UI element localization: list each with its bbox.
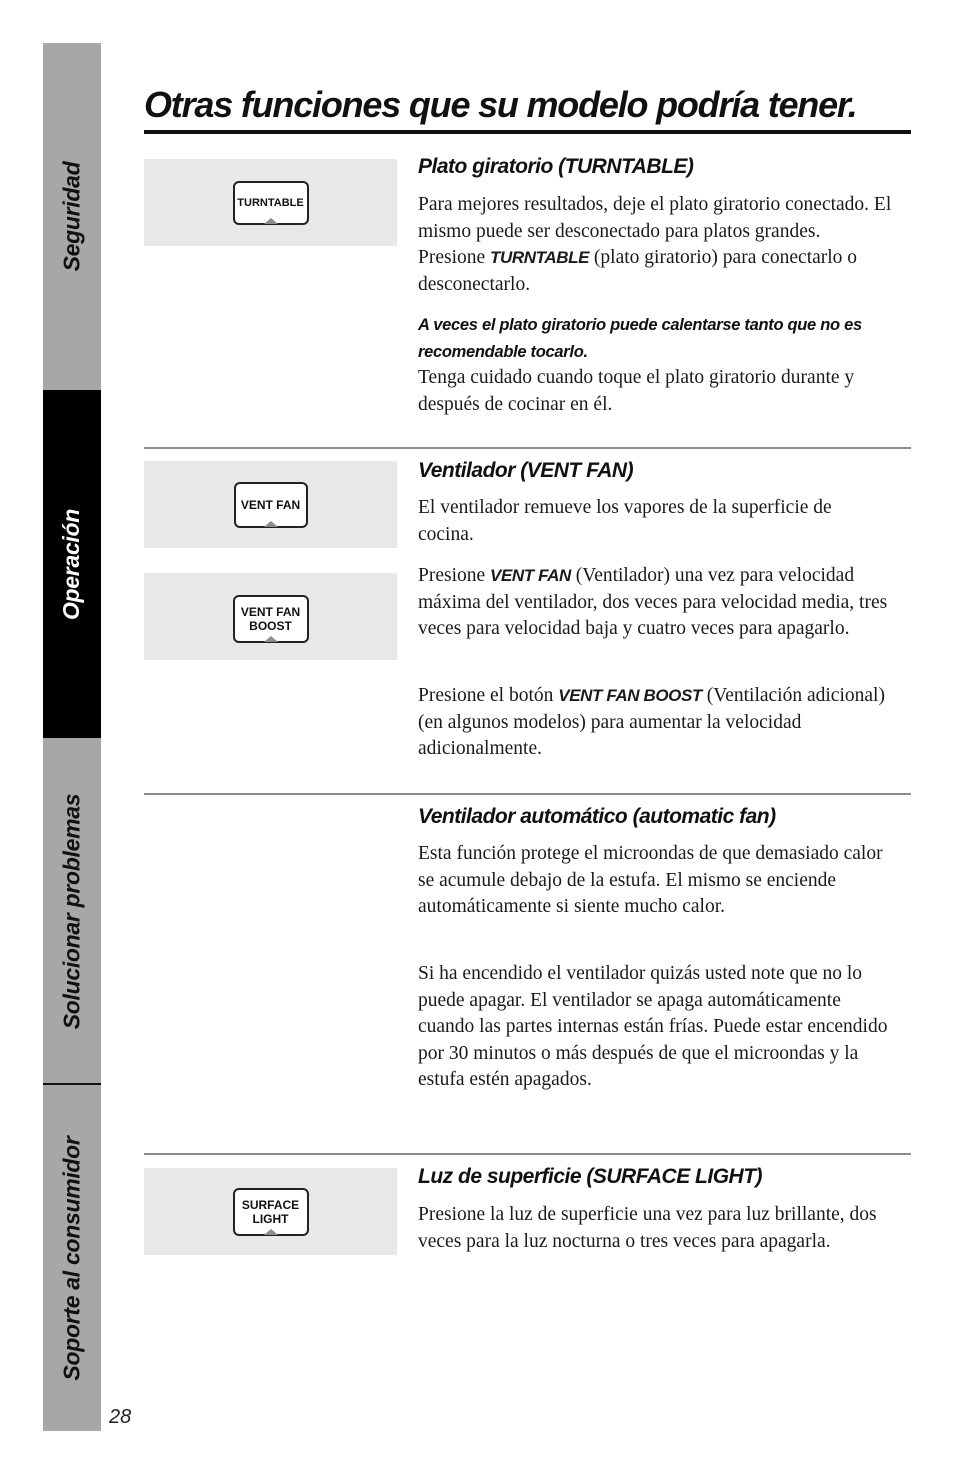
tab-soporte-consumidor[interactable] [43, 1085, 101, 1431]
turntable-button[interactable] [233, 181, 309, 225]
tab-solucionar-problemas[interactable] [43, 738, 101, 1084]
keyword: VENT FAN [490, 566, 571, 585]
auto-fan-heading: Ventilador automático (automatic fan) [418, 805, 776, 828]
tab-label-operacion: Operación [58, 508, 85, 620]
text: (Ventilación adicional) (en algunos modelos) para aumentar la velocidad adicionalmente. [418, 685, 885, 760]
surface-light-button[interactable] [233, 1188, 309, 1236]
vent-fan-panel [144, 461, 397, 548]
caret-icon [264, 218, 278, 224]
turntable-warning: A veces el plato giratorio puede calentarse tanto que no es recomendable tocarlo. [418, 316, 862, 361]
caret-icon [264, 636, 278, 642]
surface-light-heading: Luz de superficie (SURFACE LIGHT) [418, 1165, 763, 1188]
section-divider [144, 1153, 911, 1155]
text: Para mejores resultados, deje el plato giratorio conectado. El mismo puede ser desconectado para platos grandes. Presione [418, 194, 892, 269]
caret-icon [264, 521, 278, 527]
vent-fan-heading: Ventilador (VENT FAN) [418, 459, 634, 482]
tab-seguridad[interactable] [43, 43, 101, 390]
caret-icon [264, 1229, 278, 1235]
keyword: TURNTABLE [490, 248, 590, 268]
vent-fan-boost-line1: VENT FAN [240, 605, 301, 619]
tab-label-seguridad: Seguridad [58, 161, 85, 272]
vent-fan-boost-panel [144, 573, 397, 660]
text: Presione [418, 565, 491, 586]
vent-fan-button-label: VENT FAN [240, 498, 301, 512]
section-divider [144, 447, 911, 449]
keyword: VENT FAN BOOST [558, 686, 702, 705]
vent-fan-boost-button[interactable] [233, 595, 309, 643]
turntable-paragraph [418, 192, 892, 298]
turntable-panel [144, 159, 397, 246]
text: Presione el botón [418, 685, 559, 706]
page-number: 28 [109, 1406, 132, 1428]
surface-light-line1: SURFACE [241, 1198, 300, 1212]
text: (Ventilador) una vez para velocidad máxima del ventilador, dos veces para velocidad media, tres veces para velocidad baja y cuatro veces para apagarlo. [418, 565, 888, 640]
tab-operacion[interactable] [43, 390, 101, 738]
vent-fan-paragraph-2 [418, 563, 892, 643]
vent-fan-button[interactable] [234, 482, 308, 528]
page-title: Otras funciones que su modelo podría tener. [144, 84, 857, 125]
auto-fan-paragraph-2: Si ha encendido el ventilador quizás usted note que no lo puede apagar. El ventilador se apaga automáticamente cuando las partes internas están frías. Puede estar encendido por 30 minutos o más después de que el microondas y la estufa estén apagados. [418, 963, 888, 1091]
turntable-caution: Tenga cuidado cuando toque el plato giratorio durante y después de cocinar en él. [418, 367, 855, 415]
turntable-button-label: TURNTABLE [237, 197, 304, 209]
surface-light-line2: LIGHT [252, 1212, 289, 1226]
vent-fan-paragraph-1: El ventilador remueve los vapores de la superficie de cocina. [418, 497, 832, 545]
auto-fan-paragraph-1: Esta función protege el microondas de que demasiado calor se acumule debajo de la estufa. El mismo se enciende automáticamente si siente mucho calor. [418, 843, 883, 918]
tab-label-solucionar-problemas: Solucionar problemas [58, 793, 85, 1029]
vent-fan-boost-line2: BOOST [249, 619, 292, 633]
surface-light-paragraph: Presione la luz de superficie una vez para luz brillante, dos veces para la luz nocturna o tres veces para apagarla. [418, 1204, 877, 1252]
vent-fan-paragraph-3 [418, 683, 892, 763]
title-rule [144, 130, 911, 134]
tab-label-soporte-consumidor: Soporte al consumidor [58, 1135, 85, 1381]
surface-light-panel [144, 1168, 397, 1255]
turntable-heading: Plato giratorio (TURNTABLE) [418, 155, 694, 178]
section-divider [144, 793, 911, 795]
text: (plato giratorio) para conectarlo o desconectarlo. [418, 247, 858, 295]
